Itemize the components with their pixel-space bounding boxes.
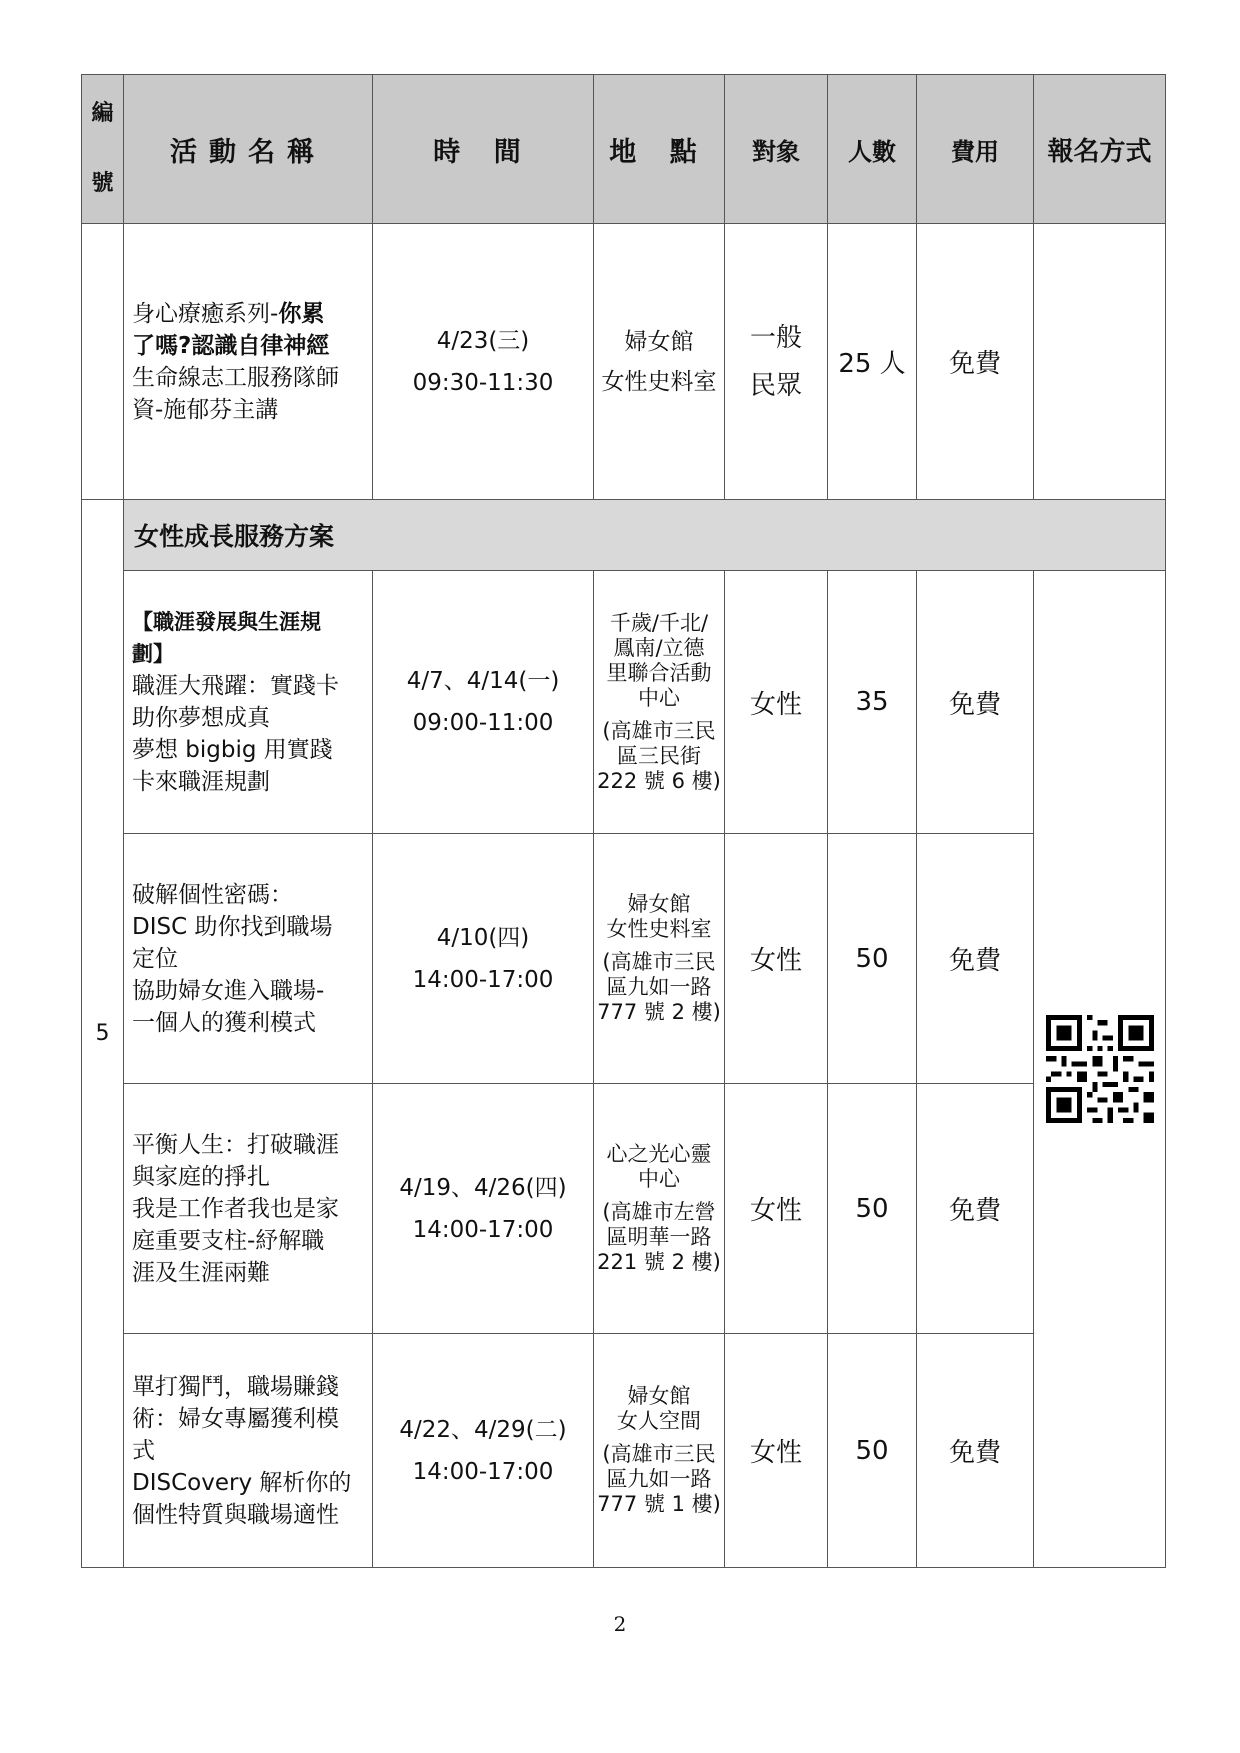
activity-place <box>594 571 725 834</box>
header-target: 對象 <box>725 75 828 224</box>
address-line: 區九如一路 <box>606 975 712 999</box>
place-line: 千歲/千北/ <box>609 610 709 635</box>
name-line: 身心療癒系列- <box>132 300 279 327</box>
page-number: 2 <box>613 1612 627 1636</box>
activity-target: 女性 <box>725 834 828 1084</box>
header-name: 活動名稱 <box>124 75 373 224</box>
time-hours: 14:00-17:00 <box>412 1458 554 1485</box>
name-line: DISCovery 解析你的 <box>132 1469 352 1496</box>
header-row <box>82 75 1166 224</box>
name-line: 職涯大飛躍：實踐卡 <box>132 673 339 699</box>
name-line: DISC 助你找到職場 <box>132 913 333 940</box>
place-line: 女人空間 <box>617 1409 701 1433</box>
target-line: 民眾 <box>749 370 802 401</box>
activity-count: 50 <box>828 1334 917 1568</box>
target-line: 一般 <box>749 322 802 353</box>
activity-fee: 免費 <box>917 224 1034 500</box>
activity-table <box>81 74 1166 1568</box>
activity-place <box>594 1334 725 1568</box>
signup-qr-cell <box>1034 571 1166 1568</box>
name-line: 庭重要支柱-紓解職 <box>132 1227 325 1254</box>
place-line: 婦女館 <box>627 1384 691 1408</box>
name-line: 一個人的獲利模式 <box>132 1009 316 1036</box>
place-line: 女性史料室 <box>601 368 717 395</box>
address-line: 區明華一路 <box>606 1225 712 1249</box>
activity-time <box>373 1334 594 1568</box>
name-line: 涯及生涯兩難 <box>132 1259 270 1286</box>
activity-name <box>124 571 373 834</box>
activity-fee: 免費 <box>917 571 1034 834</box>
header-time: 時 間 <box>373 75 594 224</box>
name-line: 單打獨鬥，職場賺錢 <box>132 1373 339 1400</box>
address-line: (高雄市三民 <box>602 950 716 974</box>
address-line: 221 號 2 樓) <box>597 1250 721 1274</box>
name-line: 我是工作者我也是家 <box>132 1195 339 1222</box>
time-hours: 09:00-11:00 <box>412 710 554 736</box>
activity-target <box>725 224 828 500</box>
place-line: 婦女館 <box>627 892 691 916</box>
row-num-empty <box>82 224 124 500</box>
activity-target: 女性 <box>725 1334 828 1568</box>
time-hours: 09:30-11:30 <box>412 369 554 396</box>
activity-time <box>373 224 594 500</box>
place-line: 女性史料室 <box>606 917 712 941</box>
name-line: 定位 <box>132 945 178 972</box>
name-line: 生命線志工服務隊師 <box>132 364 339 391</box>
time-date: 4/23(三) <box>436 327 530 354</box>
address-line: 222 號 6 樓) <box>597 768 721 793</box>
time-date: 4/10(四) <box>436 924 530 951</box>
section-title: 女性成長服務方案 <box>124 500 1166 571</box>
activity-time <box>373 1084 594 1334</box>
address-line: 區九如一路 <box>606 1467 712 1491</box>
activity-place <box>594 224 725 500</box>
place-line: 中心 <box>638 685 680 710</box>
header-signup: 報名方式 <box>1034 75 1166 224</box>
activity-name <box>124 1084 373 1334</box>
table-row <box>82 224 1166 500</box>
activity-target: 女性 <box>725 571 828 834</box>
activity-name <box>124 834 373 1084</box>
activity-count: 50 <box>828 834 917 1084</box>
activity-target: 女性 <box>725 1084 828 1334</box>
place-line: 婦女館 <box>624 328 694 355</box>
activity-name <box>124 224 373 500</box>
header-place: 地 點 <box>594 75 725 224</box>
address-line: 777 號 1 樓) <box>597 1492 721 1516</box>
activity-place <box>594 834 725 1084</box>
place-line: 鳳南/立德 <box>613 635 705 660</box>
name-line: 協助婦女進入職場- <box>132 977 325 1004</box>
section-row <box>82 500 1166 571</box>
name-line: 平衡人生：打破職涯 <box>132 1131 339 1158</box>
activity-time <box>373 571 594 834</box>
name-line: 了嗎?認識自律神經 <box>132 332 330 359</box>
name-line: 式 <box>132 1437 155 1464</box>
address-line: 777 號 2 樓) <box>597 1000 721 1024</box>
place-line: 中心 <box>638 1167 680 1191</box>
name-line: 破解個性密碼： <box>132 881 293 908</box>
activity-count: 35 <box>828 571 917 834</box>
row-number: 5 <box>82 500 124 1568</box>
place-line: 里聯合活動 <box>606 660 712 685</box>
place-line: 心之光心靈 <box>606 1142 712 1166</box>
activity-count: 50 <box>828 1084 917 1334</box>
header-num-bottom: 號 <box>91 171 114 196</box>
time-hours: 14:00-17:00 <box>412 966 554 993</box>
address-line: 區三民街 <box>617 743 701 768</box>
header-fee: 費用 <box>917 75 1034 224</box>
table-row <box>82 1084 1166 1334</box>
time-date: 4/7、4/14(一) <box>406 668 560 694</box>
table-row <box>82 834 1166 1084</box>
name-line-bold: 你累 <box>278 300 325 327</box>
address-line: (高雄市左營 <box>602 1200 716 1224</box>
place-address <box>597 719 721 794</box>
activity-fee: 免費 <box>917 1334 1034 1568</box>
name-line: 與家庭的掙扎 <box>132 1163 270 1190</box>
table-row <box>82 1334 1166 1568</box>
time-date: 4/19、4/26(四) <box>399 1174 567 1201</box>
name-line: 助你夢想成真 <box>132 705 270 731</box>
activity-time <box>373 834 594 1084</box>
time-date: 4/22、4/29(二) <box>399 1416 567 1443</box>
header-count: 人數 <box>828 75 917 224</box>
header-num <box>82 75 124 224</box>
place-address <box>597 1200 721 1275</box>
name-line: 個性特質與職場適性 <box>132 1501 339 1528</box>
time-hours: 14:00-17:00 <box>412 1216 554 1243</box>
activity-fee: 免費 <box>917 1084 1034 1334</box>
activity-place <box>594 1084 725 1334</box>
name-line: 資-施郁芬主講 <box>132 396 279 423</box>
place-address <box>597 1442 721 1517</box>
place-address <box>597 950 721 1025</box>
activity-fee: 免費 <box>917 834 1034 1084</box>
qr-code-icon[interactable] <box>1046 1015 1154 1123</box>
name-line: 卡來職涯規劃 <box>132 769 270 795</box>
activity-name <box>124 1334 373 1568</box>
address-line: (高雄市三民 <box>602 718 716 743</box>
name-line: 夢想 bigbig 用實踐 <box>132 737 333 763</box>
activity-count: 25 人 <box>828 224 917 500</box>
name-line: 劃】 <box>132 642 174 666</box>
header-num-top: 編 <box>91 101 114 126</box>
name-line: 術：婦女專屬獲利模 <box>132 1405 339 1432</box>
signup-empty <box>1034 224 1166 500</box>
address-line: (高雄市三民 <box>602 1442 716 1466</box>
table-row <box>82 571 1166 834</box>
name-line: 【職涯發展與生涯規 <box>132 610 321 634</box>
